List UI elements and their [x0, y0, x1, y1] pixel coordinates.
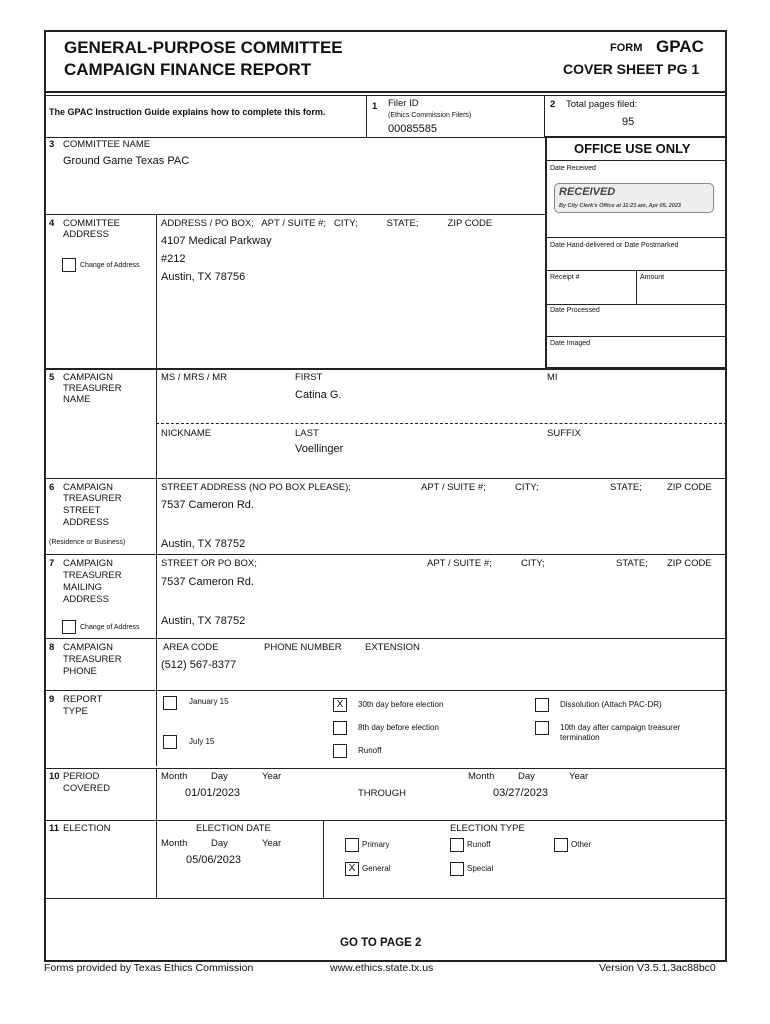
election-label: ELECTION [63, 823, 111, 834]
treasurer-name-label-3: NAME [63, 394, 91, 405]
other-label: Other [571, 840, 592, 849]
phone-col-number: PHONE NUMBER [264, 642, 342, 653]
treasurer-name-number: 5 [49, 372, 55, 383]
treasurer-name-label-1: CAMPAIGN [63, 372, 113, 383]
filer-id-number: 1 [372, 101, 378, 112]
jan15-label: January 15 [189, 697, 229, 706]
received-stamp-sub: By City Clerk's Office at 11:23 am, Apr 05, 2023 [559, 203, 681, 209]
runoff-report-checkbox[interactable] [333, 744, 347, 758]
filer-id-value[interactable]: 00085585 [388, 123, 437, 135]
total-pages-number: 2 [550, 99, 556, 110]
treasurer-street-label-2: TREASURER [63, 493, 122, 504]
dissolution-checkbox[interactable] [535, 698, 549, 712]
total-pages-value[interactable]: 95 [622, 116, 635, 128]
election-date-title: ELECTION DATE [196, 823, 271, 834]
date-received-label: Date Received [550, 165, 596, 172]
election-day-label: Day [211, 838, 228, 849]
last-name-label: LAST [295, 428, 319, 439]
election-number: 11 [49, 823, 60, 834]
mailing-col-city: CITY; [521, 558, 545, 569]
go-to-page-2: GO TO PAGE 2 [340, 937, 422, 949]
phone-value[interactable]: (512) 567-8377 [161, 659, 237, 671]
primary-checkbox[interactable] [345, 838, 359, 852]
jul15-checkbox[interactable] [163, 735, 177, 749]
general-label: General [362, 864, 391, 873]
filer-id-sublabel: (Ethics Commission Filers) [388, 112, 472, 119]
committee-address-line1[interactable]: 4107 Medical Parkway [161, 235, 272, 247]
election-year-label: Year [262, 838, 282, 849]
report-type-number: 9 [49, 694, 55, 705]
treasurer-phone-label-3: PHONE [63, 666, 97, 677]
treasurer-phone-number: 8 [49, 642, 55, 653]
day8-checkbox[interactable] [333, 721, 347, 735]
day10-label: 10th day after campaign treasurer termination [560, 723, 681, 742]
office-use-title: OFFICE USE ONLY [574, 141, 691, 156]
committee-change-of-address-checkbox[interactable] [62, 258, 76, 272]
treasurer-street-label-4: ADDRESS [63, 517, 109, 528]
committee-change-of-address-label: Change of Address [80, 262, 140, 269]
date-processed-label: Date Processed [550, 307, 600, 314]
election-type-title: ELECTION TYPE [450, 823, 525, 834]
committee-address-label-2: ADDRESS [63, 229, 109, 240]
day10-checkbox[interactable] [535, 721, 549, 735]
prefix-label: MS / MRS / MR [161, 372, 227, 383]
mailing-col-state: STATE; [616, 558, 648, 569]
period-to-year-label: Year [569, 771, 589, 782]
mailing-col-zip: ZIP CODE [667, 558, 712, 569]
phone-col-extension: EXTENSION [365, 642, 420, 653]
total-pages-label: Total pages filed: [566, 99, 638, 110]
committee-name-label: COMMITTEE NAME [63, 139, 151, 150]
treasurer-mailing-label-4: ADDRESS [63, 594, 109, 605]
date-hand-delivered-label: Date Hand-delivered or Date Postmarked [550, 242, 679, 249]
phone-col-area: AREA CODE [163, 642, 219, 653]
treasurer-mailing-number: 7 [49, 558, 55, 569]
date-imaged-label: Date Imaged [550, 340, 591, 347]
mailing-line1[interactable]: 7537 Cameron Rd. [161, 576, 254, 588]
mailing-col-street: STREET OR PO BOX; [161, 558, 257, 569]
treasurer-street-label-1: CAMPAIGN [63, 482, 113, 493]
runoff-report-label: Runoff [358, 746, 382, 755]
first-name-label: FIRST [295, 372, 323, 383]
report-type-label-1: REPORT [63, 694, 103, 705]
general-checkbox[interactable]: X [345, 862, 359, 876]
street-col-city: CITY; [515, 482, 539, 493]
form-title-line2: CAMPAIGN FINANCE REPORT [64, 60, 312, 79]
last-name-value[interactable]: Voellinger [295, 443, 344, 455]
committee-address-columns: ADDRESS / PO BOX; APT / SUITE #; CITY; STATE; ZIP CODE [161, 218, 493, 229]
form-title-line1: GENERAL-PURPOSE COMMITTEE [64, 38, 343, 57]
street-col-street: STREET ADDRESS (NO PO BOX PLEASE); [161, 482, 351, 493]
form-word: FORM [610, 42, 643, 54]
nickname-label: NICKNAME [161, 428, 212, 439]
election-month-label: Month [161, 838, 188, 849]
cover-sheet-label: COVER SHEET PG 1 [563, 61, 700, 77]
special-checkbox[interactable] [450, 862, 464, 876]
committee-address-number: 4 [49, 218, 55, 229]
period-to-value[interactable]: 03/27/2023 [493, 787, 549, 799]
period-number: 10 [49, 771, 60, 782]
footer-provider: Forms provided by Texas Ethics Commission [44, 962, 254, 974]
period-to-month-label: Month [468, 771, 495, 782]
report-type-label-2: TYPE [63, 706, 88, 717]
treasurer-mailing-label-1: CAMPAIGN [63, 558, 113, 569]
treasurer-street-number: 6 [49, 482, 55, 493]
jan15-checkbox[interactable] [163, 696, 177, 710]
treasurer-phone-label-1: CAMPAIGN [63, 642, 113, 653]
other-checkbox[interactable] [554, 838, 568, 852]
mailing-change-of-address-label: Change of Address [80, 624, 140, 631]
committee-address-line2[interactable]: #212 [161, 253, 186, 265]
special-label: Special [467, 864, 494, 873]
primary-label: Primary [362, 840, 390, 849]
day30-checkbox[interactable]: X [333, 698, 347, 712]
treasurer-phone-label-2: TREASURER [63, 654, 122, 665]
receipt-label: Receipt # [550, 274, 580, 281]
period-label-1: PERIOD [63, 771, 100, 782]
committee-address-line3[interactable]: Austin, TX 78756 [161, 271, 246, 283]
through-label: THROUGH [358, 788, 407, 799]
period-from-day-label: Day [211, 771, 228, 782]
runoff-election-checkbox[interactable] [450, 838, 464, 852]
amount-label: Amount [640, 274, 665, 281]
street-col-apt: APT / SUITE #; [421, 482, 486, 493]
residence-note: (Residence or Business) [49, 539, 126, 546]
form-code: GPAC [656, 37, 704, 56]
street-line2[interactable]: Austin, TX 78752 [161, 538, 246, 550]
mailing-line2[interactable]: Austin, TX 78752 [161, 615, 246, 627]
treasurer-name-label-2: TREASURER [63, 383, 122, 394]
committee-name-value[interactable]: Ground Game Texas PAC [63, 155, 190, 167]
received-stamp-title: RECEIVED [559, 186, 616, 198]
mi-label: MI [547, 372, 558, 383]
mailing-change-of-address-checkbox[interactable] [62, 620, 76, 634]
treasurer-mailing-label-3: MAILING [63, 582, 103, 593]
dissolution-label: Dissolution (Attach PAC-DR) [560, 700, 662, 709]
runoff-election-label: Runoff [467, 840, 491, 849]
street-col-state: STATE; [610, 482, 642, 493]
period-to-day-label: Day [518, 771, 535, 782]
period-from-month-label: Month [161, 771, 188, 782]
street-col-zip: ZIP CODE [667, 482, 712, 493]
instructions-text: The GPAC Instruction Guide explains how to complete this form. [49, 107, 326, 117]
period-label-2: COVERED [63, 783, 110, 794]
jul15-label: July 15 [189, 737, 215, 746]
first-name-value[interactable]: Catina G. [295, 389, 342, 401]
period-from-value[interactable]: 01/01/2023 [185, 787, 241, 799]
street-line1[interactable]: 7537 Cameron Rd. [161, 499, 254, 511]
day8-label: 8th day before election [358, 723, 439, 732]
day30-label: 30th day before election [358, 700, 444, 709]
mailing-col-apt: APT / SUITE #; [427, 558, 492, 569]
filer-id-label: Filer ID [388, 98, 419, 109]
treasurer-street-label-3: STREET [63, 505, 101, 516]
committee-name-number: 3 [49, 139, 55, 150]
suffix-label: SUFFIX [547, 428, 581, 439]
treasurer-mailing-label-2: TREASURER [63, 570, 122, 581]
footer-version: Version V3.5.1.3ac88bc0 [599, 962, 716, 974]
committee-address-label-1: COMMITTEE [63, 218, 120, 229]
footer-website[interactable]: www.ethics.state.tx.us [330, 962, 434, 974]
period-from-year-label: Year [262, 771, 282, 782]
election-date-value[interactable]: 05/06/2023 [186, 854, 242, 866]
